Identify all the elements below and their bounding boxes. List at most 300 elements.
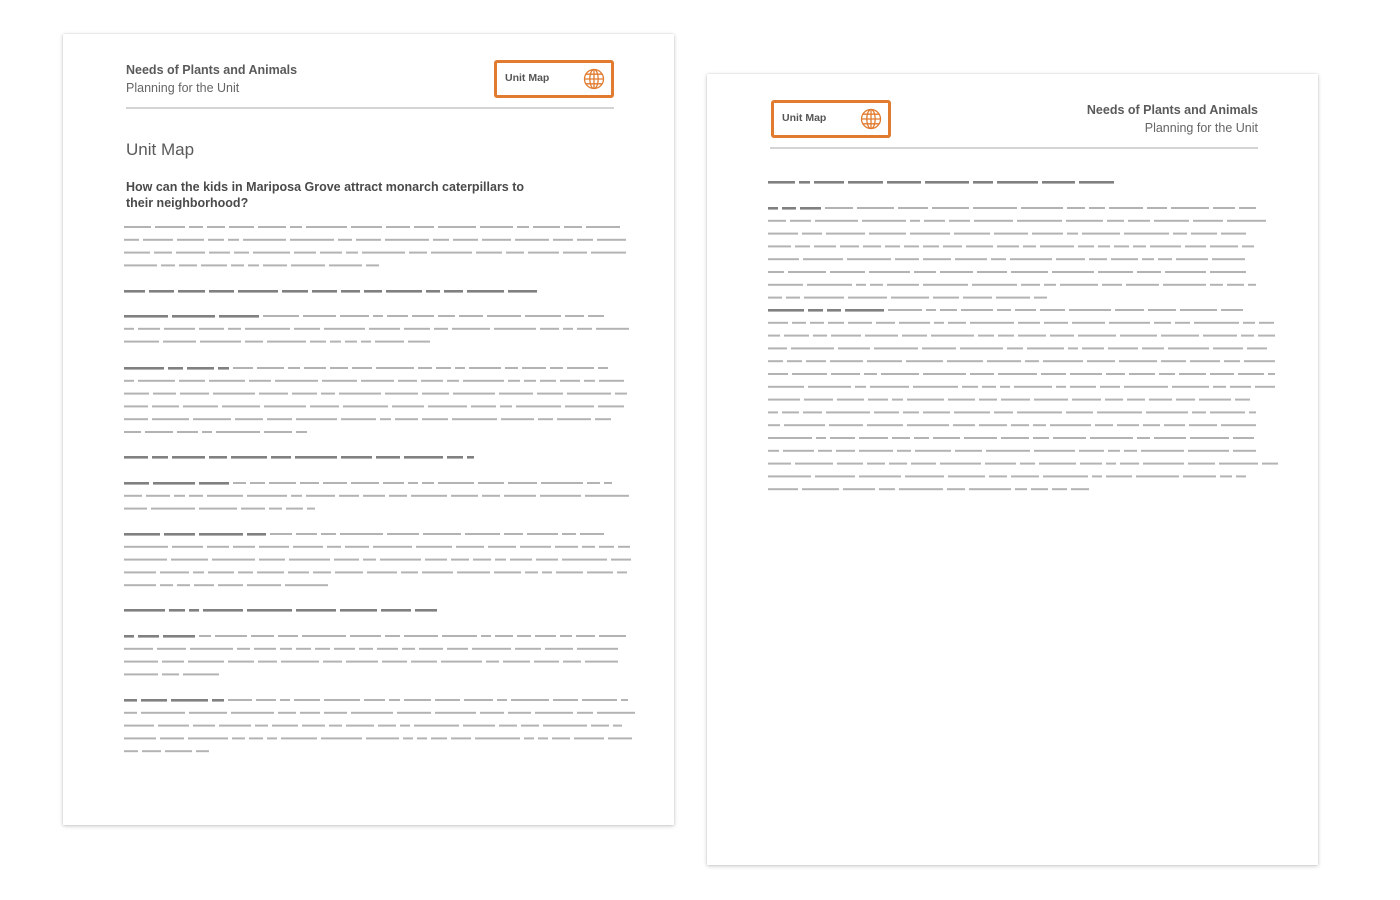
placeholder-word (535, 635, 556, 637)
placeholder-word (251, 635, 274, 637)
placeholder-word (341, 456, 372, 459)
placeholder-word (996, 297, 1030, 299)
placeholder-word (577, 239, 593, 241)
placeholder-word (1190, 360, 1220, 362)
placeholder-word (859, 450, 893, 452)
placeholder-word (815, 220, 858, 222)
placeholder-word (488, 546, 516, 548)
placeholder-word (288, 367, 300, 369)
placeholder-word (998, 335, 1014, 337)
placeholder-word (417, 737, 427, 739)
placeholder-word (1025, 360, 1039, 362)
document-subtitle: Planning for the Unit (126, 81, 240, 95)
placeholder-word (545, 648, 573, 650)
placeholder-word (386, 226, 410, 228)
placeholder-word (196, 750, 209, 752)
placeholder-word (940, 309, 957, 311)
placeholder-word (792, 373, 827, 375)
placeholder-word (1150, 245, 1181, 247)
placeholder-word (848, 322, 872, 324)
placeholder-word (494, 571, 521, 573)
placeholder-word (434, 328, 448, 330)
placeholder-word (426, 290, 440, 293)
placeholder-word (803, 411, 822, 413)
placeholder-word (1066, 220, 1103, 222)
placeholder-word (359, 648, 373, 650)
placeholder-word (209, 252, 230, 254)
placeholder-word (259, 546, 289, 548)
placeholder-word (831, 335, 861, 337)
placeholder-word (870, 386, 909, 388)
placeholder-word (1188, 450, 1229, 452)
placeholder-word (124, 418, 148, 420)
placeholder-word (124, 226, 151, 228)
placeholder-word (830, 437, 855, 439)
placeholder-word (1149, 399, 1172, 401)
placeholder-word (153, 482, 195, 485)
document-title: Needs of Plants and Animals (1086, 103, 1258, 117)
placeholder-word (913, 386, 958, 388)
placeholder-word (985, 463, 1016, 465)
placeholder-word (511, 699, 549, 701)
placeholder-word (351, 226, 382, 228)
placeholder-word (202, 431, 212, 433)
placeholder-word (584, 380, 595, 382)
placeholder-word (550, 367, 563, 369)
placeholder-word (194, 584, 214, 586)
placeholder-word (1000, 386, 1010, 388)
placeholder-word (1082, 347, 1104, 349)
placeholder-word (1079, 450, 1104, 452)
placeholder-word (911, 463, 936, 465)
placeholder-word (177, 431, 198, 433)
placeholder-word (278, 712, 296, 714)
placeholder-word (124, 315, 168, 318)
placeholder-word (889, 463, 907, 465)
placeholder-word (943, 245, 962, 247)
placeholder-word (335, 571, 363, 573)
placeholder-word (163, 635, 195, 638)
placeholder-word (1056, 258, 1085, 260)
placeholder-word (199, 508, 237, 510)
placeholder-word (361, 380, 394, 382)
placeholder-word (294, 252, 316, 254)
placeholder-word (577, 712, 593, 714)
placeholder-word (395, 418, 418, 420)
placeholder-word (231, 264, 244, 266)
placeholder-word (517, 635, 531, 637)
placeholder-word (1050, 335, 1074, 337)
placeholder-word (1142, 258, 1154, 260)
placeholder-word (158, 725, 189, 727)
placeholder-word (923, 258, 951, 260)
placeholder-word (973, 181, 993, 184)
placeholder-word (963, 297, 992, 299)
placeholder-word (329, 264, 362, 266)
placeholder-word (422, 482, 434, 484)
placeholder-word (802, 233, 822, 235)
placeholder-word (1247, 347, 1267, 349)
placeholder-word (565, 315, 584, 317)
placeholder-word (932, 207, 969, 209)
placeholder-word (431, 252, 472, 254)
placeholder-word (409, 252, 427, 254)
placeholder-word (504, 495, 536, 497)
placeholder-word (585, 661, 618, 663)
placeholder-word (1040, 245, 1074, 247)
placeholder-word (247, 609, 292, 612)
placeholder-word (291, 264, 325, 266)
placeholder-word (1213, 347, 1243, 349)
placeholder-word (1087, 360, 1115, 362)
placeholder-word (451, 495, 478, 497)
placeholder-word (163, 341, 196, 343)
placeholder-word (351, 712, 393, 714)
placeholder-word (1158, 258, 1172, 260)
placeholder-word (576, 635, 595, 637)
placeholder-word (892, 437, 910, 439)
placeholder-word (404, 328, 430, 330)
placeholder-word (899, 488, 943, 490)
placeholder-word (124, 648, 153, 650)
placeholder-word (369, 328, 400, 330)
placeholder-word (987, 360, 1021, 362)
placeholder-word (1014, 386, 1052, 388)
placeholder-word (1244, 360, 1275, 362)
placeholder-word (138, 635, 159, 638)
placeholder-word (1044, 322, 1068, 324)
placeholder-word (1137, 437, 1150, 439)
placeholder-word (501, 418, 534, 420)
placeholder-word (876, 322, 895, 324)
placeholder-word (253, 252, 290, 254)
placeholder-word (515, 648, 541, 650)
placeholder-word (1133, 245, 1146, 247)
placeholder-word (124, 239, 139, 241)
placeholder-word (768, 309, 804, 312)
placeholder-word (1109, 322, 1150, 324)
placeholder-word (973, 207, 1017, 209)
placeholder-word (499, 725, 517, 727)
placeholder-word (1114, 245, 1129, 247)
placeholder-word (795, 463, 833, 465)
placeholder-word (989, 475, 1007, 477)
placeholder-word (768, 411, 778, 413)
placeholder-word (124, 699, 137, 702)
placeholder-word (970, 373, 994, 375)
placeholder-word (482, 495, 500, 497)
placeholder-word (422, 393, 449, 395)
placeholder-word (978, 335, 994, 337)
placeholder-word (615, 393, 627, 395)
placeholder-word (263, 264, 287, 266)
placeholder-word (536, 559, 558, 561)
placeholder-word (1221, 424, 1256, 426)
placeholder-word (962, 386, 978, 388)
placeholder-word (233, 482, 246, 484)
placeholder-word (830, 271, 865, 273)
placeholder-word (591, 725, 609, 727)
placeholder-word (1183, 475, 1216, 477)
placeholder-word (540, 380, 556, 382)
placeholder-word (435, 699, 460, 701)
placeholder-word (302, 725, 325, 727)
placeholder-word (168, 367, 183, 370)
placeholder-word (499, 393, 533, 395)
placeholder-word (815, 475, 855, 477)
placeholder-word (825, 207, 853, 209)
placeholder-word (864, 373, 877, 375)
placeholder-word (885, 245, 900, 247)
placeholder-word (895, 258, 919, 260)
placeholder-word (1089, 258, 1107, 260)
placeholder-word (321, 393, 335, 395)
placeholder-word (494, 328, 536, 330)
placeholder-word (560, 635, 572, 637)
placeholder-word (527, 533, 558, 535)
placeholder-word (577, 328, 592, 330)
placeholder-word (169, 609, 185, 612)
placeholder-word (1268, 373, 1275, 375)
placeholder-word (201, 264, 227, 266)
placeholder-word (138, 380, 175, 382)
placeholder-word (453, 239, 478, 241)
placeholder-word (124, 725, 154, 727)
placeholder-word (207, 495, 243, 497)
placeholder-word (597, 239, 626, 241)
placeholder-word (768, 220, 786, 222)
placeholder-word (867, 463, 885, 465)
placeholder-word (604, 482, 612, 484)
placeholder-word (1070, 386, 1096, 388)
placeholder-word (463, 380, 504, 382)
placeholder-word (285, 584, 328, 586)
placeholder-word (154, 252, 172, 254)
placeholder-word (280, 648, 292, 650)
placeholder-word (487, 315, 521, 317)
placeholder-word (887, 284, 919, 286)
placeholder-word (1001, 399, 1030, 401)
placeholder-word (1239, 207, 1256, 209)
placeholder-word (124, 559, 167, 561)
placeholder-word (1210, 373, 1234, 375)
placeholder-word (455, 367, 465, 369)
placeholder-word (340, 609, 377, 612)
placeholder-word (940, 463, 981, 465)
placeholder-word (302, 635, 346, 637)
placeholder-word (953, 424, 975, 426)
placeholder-word (467, 456, 474, 459)
placeholder-word (255, 725, 268, 727)
placeholder-word (416, 546, 452, 548)
placeholder-word (768, 373, 788, 375)
placeholder-word (1238, 373, 1264, 375)
placeholder-word (193, 725, 215, 727)
placeholder-word (524, 380, 536, 382)
placeholder-word (324, 712, 347, 714)
placeholder-word (611, 559, 631, 561)
placeholder-word (1067, 207, 1085, 209)
placeholder-word (599, 546, 614, 548)
placeholder-word (564, 226, 582, 228)
placeholder-word (838, 347, 870, 349)
placeholder-word (351, 482, 379, 484)
placeholder-word (508, 712, 531, 714)
placeholder-word (476, 252, 502, 254)
placeholder-word (1241, 335, 1254, 337)
placeholder-word (400, 725, 410, 727)
placeholder-word (124, 661, 158, 663)
placeholder-word (587, 571, 613, 573)
placeholder-word (1027, 347, 1064, 349)
placeholder-word (1190, 437, 1229, 439)
placeholder-word (247, 495, 287, 497)
placeholder-word (768, 322, 788, 324)
placeholder-word (1018, 335, 1046, 337)
placeholder-word (1111, 258, 1138, 260)
placeholder-word (1262, 463, 1278, 465)
placeholder-word (618, 546, 630, 548)
placeholder-word (339, 495, 359, 497)
placeholder-word (1089, 207, 1105, 209)
placeholder-word (1072, 322, 1105, 324)
placeholder-word (300, 712, 320, 714)
placeholder-word (869, 233, 906, 235)
unit-map-badge-label: Unit Map (782, 112, 827, 124)
placeholder-word (411, 661, 437, 663)
placeholder-word (1040, 309, 1065, 311)
placeholder-word (124, 431, 141, 433)
placeholder-word (124, 546, 168, 548)
placeholder-word (254, 648, 276, 650)
placeholder-word (1001, 437, 1029, 439)
placeholder-word (506, 252, 524, 254)
placeholder-word (903, 411, 919, 413)
placeholder-word (784, 424, 825, 426)
placeholder-word (786, 297, 800, 299)
placeholder-word (1034, 399, 1068, 401)
placeholder-word (171, 559, 208, 561)
placeholder-word (768, 437, 812, 439)
placeholder-word (248, 264, 259, 266)
placeholder-word (859, 475, 901, 477)
placeholder-word (315, 648, 330, 650)
placeholder-word (768, 463, 791, 465)
placeholder-word (447, 648, 468, 650)
placeholder-word (1221, 309, 1243, 311)
placeholder-word (363, 559, 376, 561)
placeholder-word (947, 488, 965, 490)
placeholder-word (588, 315, 604, 317)
placeholder-word (296, 418, 337, 420)
placeholder-word (271, 456, 291, 459)
placeholder-word (1095, 424, 1113, 426)
unit-map-badge-label: Unit Map (505, 72, 550, 84)
placeholder-word (124, 264, 157, 266)
placeholder-word (346, 725, 374, 727)
placeholder-word (859, 437, 888, 439)
placeholder-word (862, 220, 906, 222)
placeholder-word (199, 635, 211, 637)
placeholder-word (897, 450, 911, 452)
placeholder-word (162, 661, 184, 663)
placeholder-word (830, 360, 863, 362)
placeholder-word (464, 699, 493, 701)
placeholder-word (586, 226, 620, 228)
placeholder-word (960, 347, 1003, 349)
placeholder-word (949, 220, 970, 222)
placeholder-word (1258, 335, 1275, 337)
placeholder-word (200, 341, 241, 343)
placeholder-word (915, 450, 951, 452)
placeholder-word (310, 341, 326, 343)
placeholder-word (947, 360, 983, 362)
placeholder-word (914, 437, 929, 439)
placeholder-word (1192, 411, 1206, 413)
placeholder-word (524, 737, 534, 739)
placeholder-word (152, 456, 168, 459)
placeholder-word (567, 393, 611, 395)
placeholder-word (1079, 181, 1114, 184)
placeholder-word (124, 673, 158, 675)
placeholder-word (1193, 220, 1223, 222)
placeholder-word (177, 239, 204, 241)
placeholder-word (376, 456, 400, 459)
placeholder-word (193, 418, 231, 420)
placeholder-word (435, 712, 476, 714)
placeholder-word (807, 284, 852, 286)
placeholder-word (1011, 424, 1029, 426)
placeholder-word (540, 328, 559, 330)
placeholder-word (280, 699, 290, 701)
placeholder-word (447, 456, 463, 459)
placeholder-word (124, 482, 149, 485)
placeholder-word (329, 725, 342, 727)
placeholder-word (467, 290, 504, 293)
placeholder-word (373, 315, 383, 317)
placeholder-word (296, 431, 307, 433)
placeholder-word (879, 488, 895, 490)
placeholder-word (362, 252, 405, 254)
placeholder-word (1189, 424, 1217, 426)
placeholder-word (1050, 424, 1091, 426)
placeholder-word (1120, 463, 1139, 465)
placeholder-word (1127, 399, 1145, 401)
document-title: Needs of Plants and Animals (126, 63, 298, 77)
placeholder-word (366, 264, 379, 266)
placeholder-word (444, 290, 463, 293)
placeholder-word (471, 405, 496, 407)
placeholder-word (404, 699, 431, 701)
placeholder-word (172, 456, 205, 459)
placeholder-word (969, 488, 1011, 490)
placeholder-word (188, 737, 228, 739)
placeholder-word (874, 411, 899, 413)
placeholder-word (1210, 284, 1223, 286)
placeholder-text-blocks (63, 34, 674, 825)
placeholder-word (508, 380, 520, 382)
placeholder-word (165, 750, 192, 752)
placeholder-word (231, 456, 267, 459)
placeholder-word (768, 347, 787, 349)
placeholder-word (1021, 207, 1063, 209)
placeholder-word (306, 495, 335, 497)
placeholder-word (598, 367, 608, 369)
placeholder-word (553, 699, 578, 701)
placeholder-word (447, 380, 459, 382)
placeholder-word (1018, 322, 1040, 324)
placeholder-word (124, 405, 148, 407)
